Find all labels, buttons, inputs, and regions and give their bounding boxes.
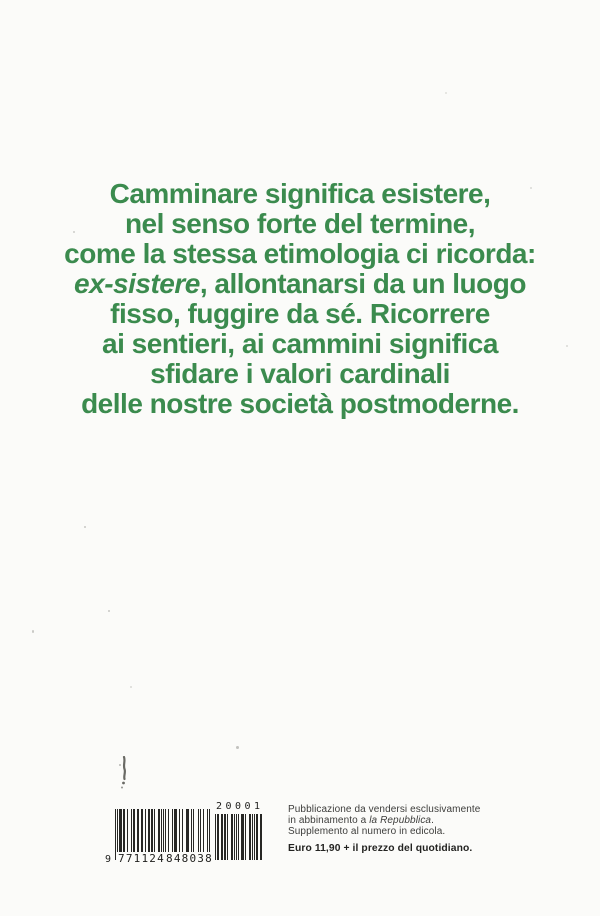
noise-speck	[445, 92, 447, 94]
noise-speck	[108, 610, 110, 612]
noise-speck	[566, 345, 568, 347]
quote-line: sfidare i valori cardinali	[150, 358, 450, 389]
barcode-addon-label: 20001	[215, 801, 264, 812]
imprint-line: in abbinamento a la Repubblica.	[288, 814, 434, 826]
quote-line: ex-sistere, allontanarsi da un luogo	[74, 268, 526, 299]
noise-speck	[530, 187, 532, 189]
quote-line: Camminare significa esistere,	[109, 178, 491, 209]
quote-line: come la stessa etimologia ci ricorda:	[64, 238, 536, 269]
imprint-text	[288, 805, 523, 855]
imprint-line: Pubblicazione da vendersi esclusivamente	[288, 804, 481, 815]
barcode-prefix-digit: 9	[105, 854, 112, 865]
barcode	[105, 800, 275, 870]
noise-speck	[32, 630, 34, 633]
ink-smudge-mark	[116, 756, 132, 794]
barcode-right-digits: 848038	[166, 852, 213, 865]
quote-line: nel senso forte del termine,	[124, 208, 476, 239]
quote-line: fisso, fuggire da sé. Ricorrere	[110, 298, 490, 329]
imprint-lines	[288, 805, 523, 837]
noise-speck	[130, 686, 132, 688]
ean5-addon-barcode	[214, 814, 262, 860]
noise-speck	[236, 746, 239, 749]
quote-text	[0, 179, 600, 419]
quote-line: delle nostre società postmoderne.	[81, 388, 519, 419]
noise-speck	[73, 231, 75, 233]
quote-line: ai sentieri, ai cammini significa	[102, 328, 498, 359]
price-text: Euro 11,90 + il prezzo del quotidiano.	[288, 843, 473, 855]
imprint-line: Supplemento al numero in edicola.	[288, 825, 446, 837]
barcode-left-digits: 771124	[118, 852, 165, 865]
noise-speck	[84, 526, 86, 528]
